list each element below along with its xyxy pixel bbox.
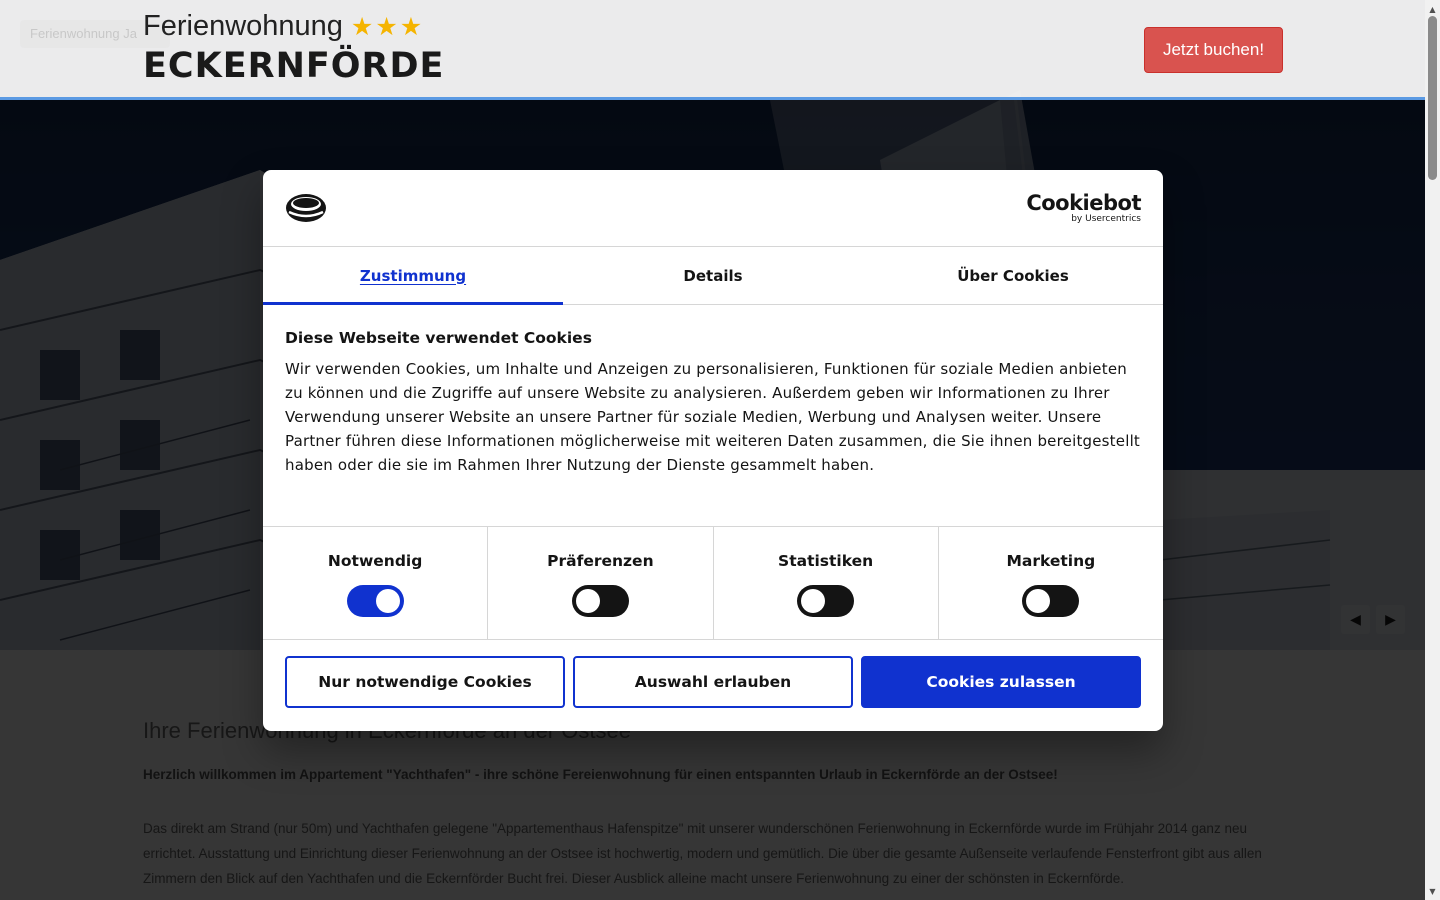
- cookiebot-logo: [1026, 192, 1141, 224]
- brand-title[interactable]: ECKERNFÖRDE: [143, 46, 445, 86]
- marketing-switch[interactable]: [1022, 585, 1079, 617]
- book-now-button[interactable]: Jetzt buchen!: [1144, 27, 1283, 73]
- toggle-label: Statistiken: [778, 552, 874, 570]
- switch-knob: [1026, 589, 1050, 613]
- toggle-statistics: [714, 527, 939, 639]
- tab-consent[interactable]: Zustimmung: [263, 247, 563, 304]
- tab-about-cookies[interactable]: Über Cookies: [957, 266, 1069, 285]
- toggle-label: Marketing: [1006, 552, 1096, 570]
- site-header: [0, 0, 1425, 100]
- cookiebot-subtitle: by Usercentrics: [1071, 214, 1141, 224]
- cookiebot-name: Cookiebot: [1026, 191, 1141, 215]
- switch-knob: [576, 589, 600, 613]
- statistics-switch[interactable]: [797, 585, 854, 617]
- ghost-tab: Ferienwohnung Ja: [20, 20, 170, 48]
- consent-toggles: [263, 526, 1163, 640]
- scroll-up-icon[interactable]: ▲: [1429, 4, 1436, 14]
- dialog-text: Wir verwenden Cookies, um Inhalte und Anzeigen zu personalisieren, Funktionen für soziale Medien anbieten zu können und die Zugriffe auf unsere Website zu analysieren. Außerdem geben wir Informationen zu Ihrer Verwendung unserer Website an unsere Partner für soziale Medien, Werbung und Analysen weiter. Unsere Partner führen diese Informationen möglicherweise mit weiteren Daten zusammen, die Sie ihnen bereitgestellt haben oder die sie im Rahmen Ihrer Nutzung der Dienste gesammelt haben.: [285, 360, 1141, 474]
- tab-details[interactable]: Details: [683, 266, 743, 285]
- toggle-preferences: [488, 527, 713, 639]
- necessary-cookies-button[interactable]: Nur notwendige Cookies: [285, 656, 565, 708]
- toggle-necessary: [263, 527, 488, 639]
- brand-subtitle-text: Ferienwohnung: [143, 10, 343, 42]
- dialog-tabs: [263, 247, 1163, 305]
- switch-knob: [376, 589, 400, 613]
- cookie-logo-icon: [285, 192, 327, 224]
- toggle-marketing: [939, 527, 1163, 639]
- scroll-thumb[interactable]: [1428, 16, 1437, 180]
- star-rating-icon: ★★★: [350, 12, 425, 41]
- scrollbar[interactable]: [1425, 0, 1440, 900]
- toggle-label: Präferenzen: [547, 552, 654, 570]
- scroll-down-icon[interactable]: ▼: [1429, 886, 1436, 896]
- dialog-title: Diese Webseite verwendet Cookies: [285, 329, 592, 347]
- preferences-switch[interactable]: [572, 585, 629, 617]
- allow-selection-button[interactable]: Auswahl erlauben: [573, 656, 853, 708]
- dialog-header: [263, 170, 1163, 247]
- allow-all-cookies-button[interactable]: Cookies zulassen: [861, 656, 1141, 708]
- brand-subtitle[interactable]: [143, 10, 424, 43]
- switch-knob: [801, 589, 825, 613]
- dialog-body: [263, 305, 1163, 526]
- dialog-actions: [263, 640, 1163, 724]
- toggle-label: Notwendig: [327, 552, 423, 570]
- cookie-consent-dialog: [263, 170, 1163, 731]
- necessary-switch[interactable]: [347, 585, 404, 617]
